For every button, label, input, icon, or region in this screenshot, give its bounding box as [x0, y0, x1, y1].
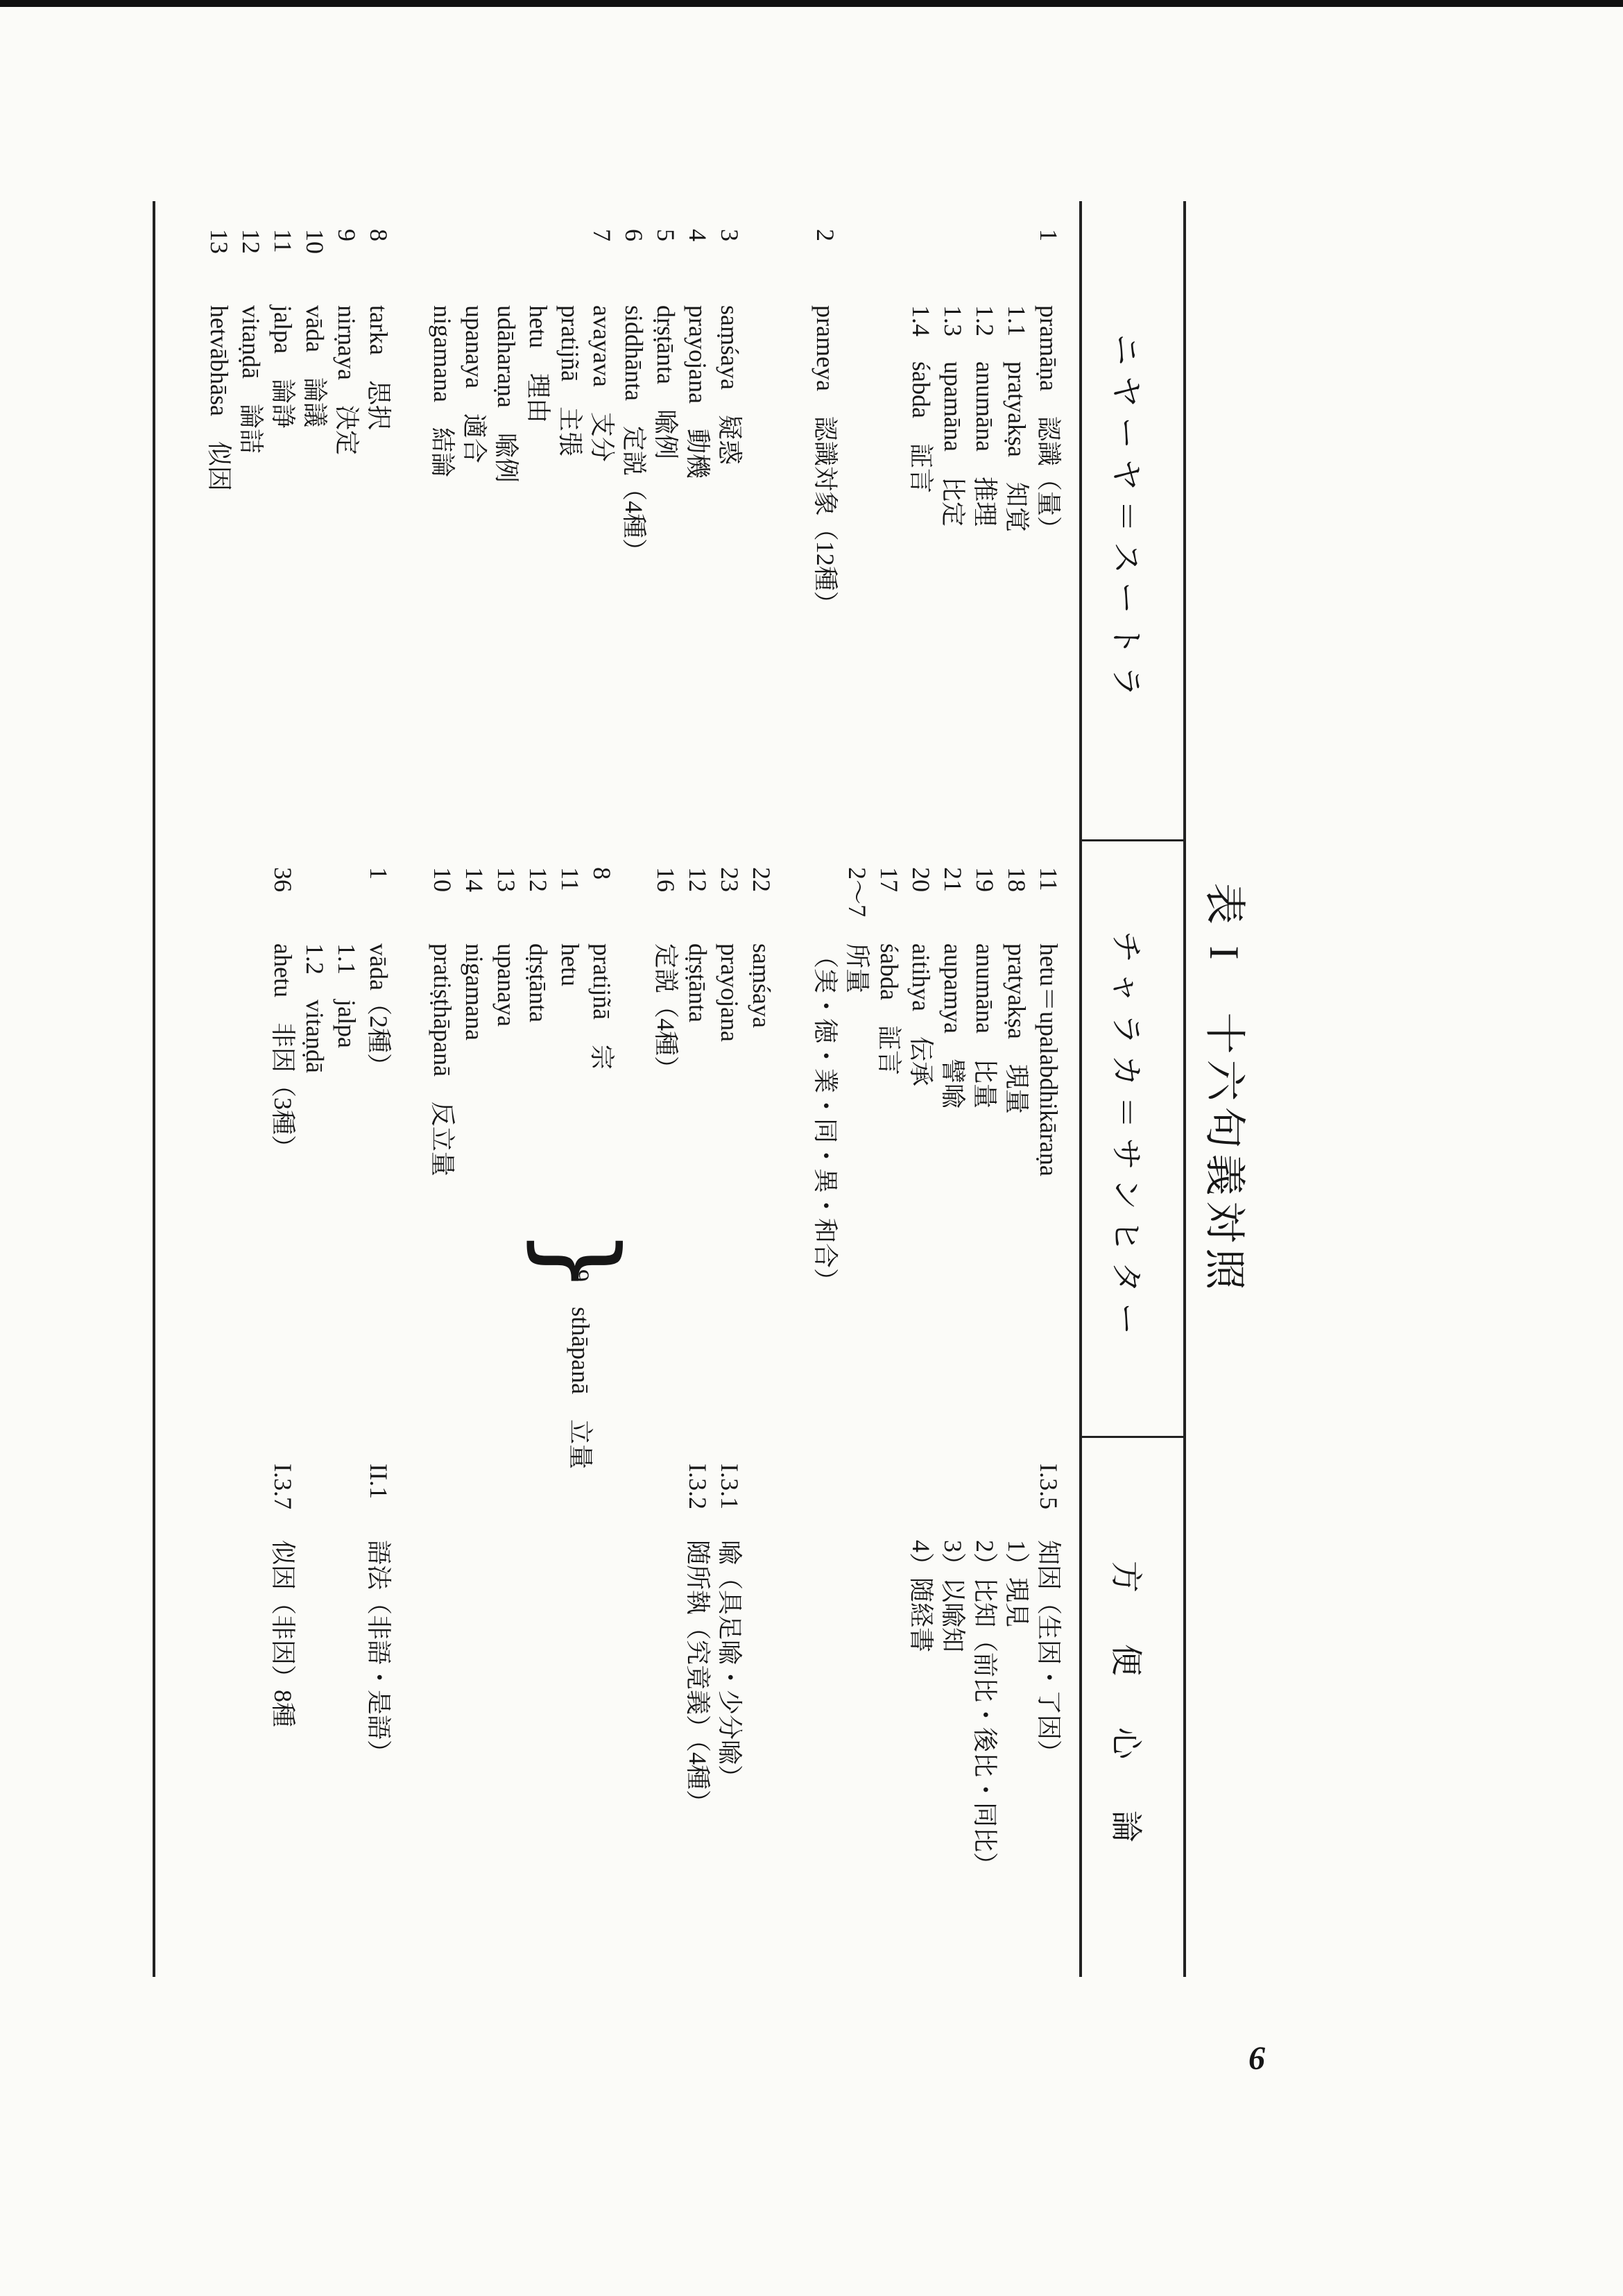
- table-row: [299, 1464, 331, 1970]
- column-heading: 方 便 心 論: [1108, 1561, 1144, 1852]
- table-row: [490, 867, 522, 1429]
- row-text: pratijñā 宗: [588, 943, 616, 1070]
- row-number: 12: [524, 867, 552, 892]
- row-text: vāda（2種）: [365, 943, 393, 1078]
- table-row: [458, 1464, 490, 1970]
- row-text: jalpa 論諍: [269, 305, 297, 429]
- column-heading: チャラカ＝サンヒター: [1108, 930, 1144, 1345]
- table-row: [490, 229, 522, 832]
- table-row: [841, 229, 873, 832]
- table-row: [1001, 229, 1033, 832]
- row-number: 1: [1035, 229, 1063, 241]
- row-number: 10: [429, 867, 456, 892]
- table-row: [427, 1464, 458, 1970]
- table-row: [331, 867, 363, 1429]
- table-row: [363, 229, 395, 832]
- row-number: I.3.7: [269, 1464, 297, 1509]
- row-number: 2: [812, 229, 839, 241]
- table-row: [427, 867, 458, 1429]
- row-text: saṃśaya: [748, 943, 775, 1028]
- table-row: [554, 1464, 586, 1970]
- table-row: [203, 229, 235, 832]
- table-row: [969, 229, 1001, 832]
- table-row: [905, 229, 937, 832]
- row-text: pratyakṣa 現量: [1003, 943, 1031, 1114]
- table-row: [969, 1464, 1001, 1970]
- table-row: [427, 229, 458, 832]
- table-row: [746, 229, 778, 832]
- column-hoben-shin-ron: [153, 1436, 1186, 1977]
- table-title: 表 I 十六句義対照: [1201, 882, 1247, 1296]
- table-row: [1033, 229, 1065, 832]
- table-row: [937, 229, 969, 832]
- row-text: 1.4 śabda 証言: [907, 305, 935, 493]
- table-row: [331, 229, 363, 832]
- row-number: 10: [301, 229, 329, 254]
- row-number: 11: [1035, 867, 1063, 891]
- row-number: I.3.2: [684, 1464, 712, 1509]
- row-text: aupamya 譬喩: [939, 943, 967, 1108]
- row-text: prayojana: [716, 943, 744, 1042]
- row-text: 随所執（究竟義）（4種）: [684, 1540, 712, 1815]
- table-row: [458, 229, 490, 832]
- row-text: 1.2 anumāna 推理: [971, 305, 999, 526]
- table-row: [299, 229, 331, 832]
- row-text: 知因（生因・了因）: [1035, 1540, 1063, 1765]
- row-text: hetu 理由: [524, 305, 552, 423]
- table-row: [267, 1464, 299, 1970]
- row-text: dṛṣṭānta: [684, 943, 712, 1022]
- row-number: 4: [684, 229, 712, 241]
- row-text: 2）比知（前比・後比・同比）: [971, 1540, 999, 1878]
- column-heading: ニヤーヤ＝スートラ: [1108, 334, 1144, 707]
- table-row: [522, 867, 554, 1429]
- row-text: 1.2 vitaṇḍā: [301, 943, 329, 1073]
- row-number: 17: [875, 867, 903, 892]
- row-number: 12: [237, 229, 265, 254]
- row-number: II.1: [365, 1464, 393, 1499]
- row-text: saṃśaya 疑惑: [716, 305, 744, 465]
- table-row: [618, 229, 650, 832]
- row-text: dṛṣṭānta: [524, 943, 552, 1022]
- row-number: 5: [652, 229, 680, 241]
- table-row: [522, 1464, 554, 1970]
- table-row: [937, 1464, 969, 1970]
- row-number: 1: [365, 867, 393, 880]
- row-number: 19: [971, 867, 999, 892]
- table-row: [586, 229, 618, 832]
- row-text: upanaya: [492, 943, 520, 1027]
- row-text: （実・徳・業・同・異・和合）: [812, 943, 839, 1294]
- row-text: 1.3 upamāna 比定: [939, 305, 967, 526]
- rotated-table-page: [153, 201, 1248, 1977]
- brace-symbol: }: [519, 1228, 639, 1294]
- table-row: [714, 867, 746, 1429]
- table-row: [1001, 867, 1033, 1429]
- table-row: [809, 229, 841, 832]
- row-number: 20: [907, 867, 935, 892]
- table-row: [395, 229, 427, 832]
- row-text: 1.1 pratyakṣa 知覚: [1003, 305, 1031, 532]
- row-text: 似因（非因）8種: [269, 1540, 297, 1728]
- row-number: 14: [461, 867, 488, 892]
- nyaya-entries: [203, 229, 1065, 832]
- table-row: [650, 229, 682, 832]
- table-row: [746, 1464, 778, 1970]
- row-text: 1.1 jalpa: [333, 943, 361, 1048]
- row-text: siddhānta 定説（4種）: [620, 305, 648, 563]
- row-number: 11: [269, 229, 297, 253]
- row-text: 定説（4種）: [652, 943, 680, 1081]
- row-number: 13: [205, 229, 233, 254]
- table-row: [809, 867, 841, 1429]
- top-border-rule: [0, 0, 1623, 7]
- table-row: [554, 229, 586, 832]
- row-number: 18: [1003, 867, 1031, 892]
- row-number: 22: [748, 867, 775, 892]
- row-number: 11: [556, 867, 584, 891]
- table-row: [969, 867, 1001, 1429]
- table-row: [363, 867, 395, 1429]
- table-row: [299, 867, 331, 1429]
- row-text: nirṇaya 決定: [333, 305, 361, 455]
- row-text: 3）以喩知: [939, 1540, 967, 1653]
- table-row: [1001, 1464, 1033, 1970]
- comparison-table: [153, 201, 1186, 1977]
- table-row: [682, 1464, 714, 1970]
- table-row: [490, 1464, 522, 1970]
- table-row: [267, 867, 299, 1429]
- row-number: 3: [716, 229, 744, 241]
- row-number: 21: [939, 867, 967, 892]
- row-text: ahetu 非因（3種）: [269, 943, 297, 1160]
- table-row: [363, 1464, 395, 1970]
- row-number: 6: [620, 229, 648, 241]
- row-number: 8: [365, 229, 393, 241]
- row-text: hetu＝upalabdhikāraṇa: [1035, 943, 1063, 1176]
- row-text: tarka 思択: [365, 305, 393, 430]
- table-row: [267, 229, 299, 832]
- row-text: upanaya 適合: [461, 305, 488, 463]
- table-row: [650, 867, 682, 1429]
- table-row: [1033, 1464, 1065, 1970]
- hoben-entries: [267, 1464, 1065, 1970]
- table-row: [618, 1464, 650, 1970]
- table-row: [873, 229, 905, 832]
- table-row: [586, 1464, 618, 1970]
- row-number: 8: [588, 867, 616, 880]
- page-number: 6: [1248, 2040, 1265, 2077]
- table-row: [905, 1464, 937, 1970]
- table-row: [714, 229, 746, 832]
- table-row: [331, 1464, 363, 1970]
- table-row: [650, 1464, 682, 1970]
- row-text: 喩（具足喩・少分喩）: [716, 1540, 744, 1790]
- table-row: [682, 867, 714, 1429]
- row-text: avayava 支分: [588, 305, 616, 462]
- row-number: 9: [333, 229, 361, 241]
- brace-label: 9 sthāpanā 立量: [567, 1269, 594, 1469]
- row-number: I.3.5: [1035, 1464, 1063, 1509]
- row-text: nigamana 結論: [429, 305, 456, 477]
- table-row: [841, 1464, 873, 1970]
- table-row: [778, 1464, 809, 1970]
- row-number: 23: [716, 867, 744, 892]
- table-row: [682, 229, 714, 832]
- table-row: [458, 867, 490, 1429]
- row-number: 36: [269, 867, 297, 892]
- table-row: [905, 867, 937, 1429]
- row-text: 所量: [843, 943, 871, 994]
- charaka-entries: [267, 867, 1065, 1429]
- table-row: [746, 867, 778, 1429]
- row-text: hetvābhāsa 似因: [205, 305, 233, 491]
- row-number: 16: [652, 867, 680, 892]
- table-row: [618, 867, 650, 1429]
- row-text: pratiṣṭhāpanā 反立量: [429, 943, 456, 1176]
- table-row: [522, 229, 554, 832]
- table-row: [873, 1464, 905, 1970]
- row-text: dṛṣṭānta 喩例: [652, 305, 680, 459]
- table-row: [937, 867, 969, 1429]
- row-text: prayojana 動機: [684, 305, 712, 479]
- row-text: nigamana: [461, 943, 488, 1040]
- row-text: śabda 証言: [875, 943, 903, 1075]
- row-text: 4）随経書: [907, 1540, 935, 1653]
- table-row: [778, 867, 809, 1429]
- row-text: hetu: [556, 943, 584, 986]
- column-charaka-samhita: [153, 839, 1186, 1469]
- row-number: 2〜7: [843, 867, 871, 918]
- table-row: [714, 1464, 746, 1970]
- row-text: pratijñā 主張: [556, 305, 584, 456]
- table-row: [395, 1464, 427, 1970]
- row-number: 7: [588, 229, 616, 241]
- row-text: 1）現見: [1003, 1540, 1031, 1628]
- row-number: 12: [684, 867, 712, 892]
- row-text: vitaṇḍā 論詰: [237, 305, 265, 454]
- row-text: aitihya 伝承: [907, 943, 935, 1086]
- row-number: 13: [492, 867, 520, 892]
- row-text: prameya 認識対象（12種）: [812, 305, 839, 616]
- row-text: 語法（非語・是語）: [365, 1540, 393, 1765]
- table-row: [873, 867, 905, 1429]
- row-number: I.3.1: [716, 1464, 744, 1509]
- row-text: udāharaṇa 喩例: [492, 305, 520, 483]
- row-text: anumāna 比量: [971, 943, 999, 1108]
- table-row: [1033, 867, 1065, 1429]
- table-row: [841, 867, 873, 1429]
- row-text: pramāṇa 認識（量）: [1035, 305, 1063, 541]
- row-text: vāda 論議: [301, 305, 329, 427]
- table-row: [235, 229, 267, 832]
- table-row: [395, 867, 427, 1429]
- table-row: [809, 1464, 841, 1970]
- column-nyaya-sutra: [153, 201, 1186, 839]
- table-row: [778, 229, 809, 832]
